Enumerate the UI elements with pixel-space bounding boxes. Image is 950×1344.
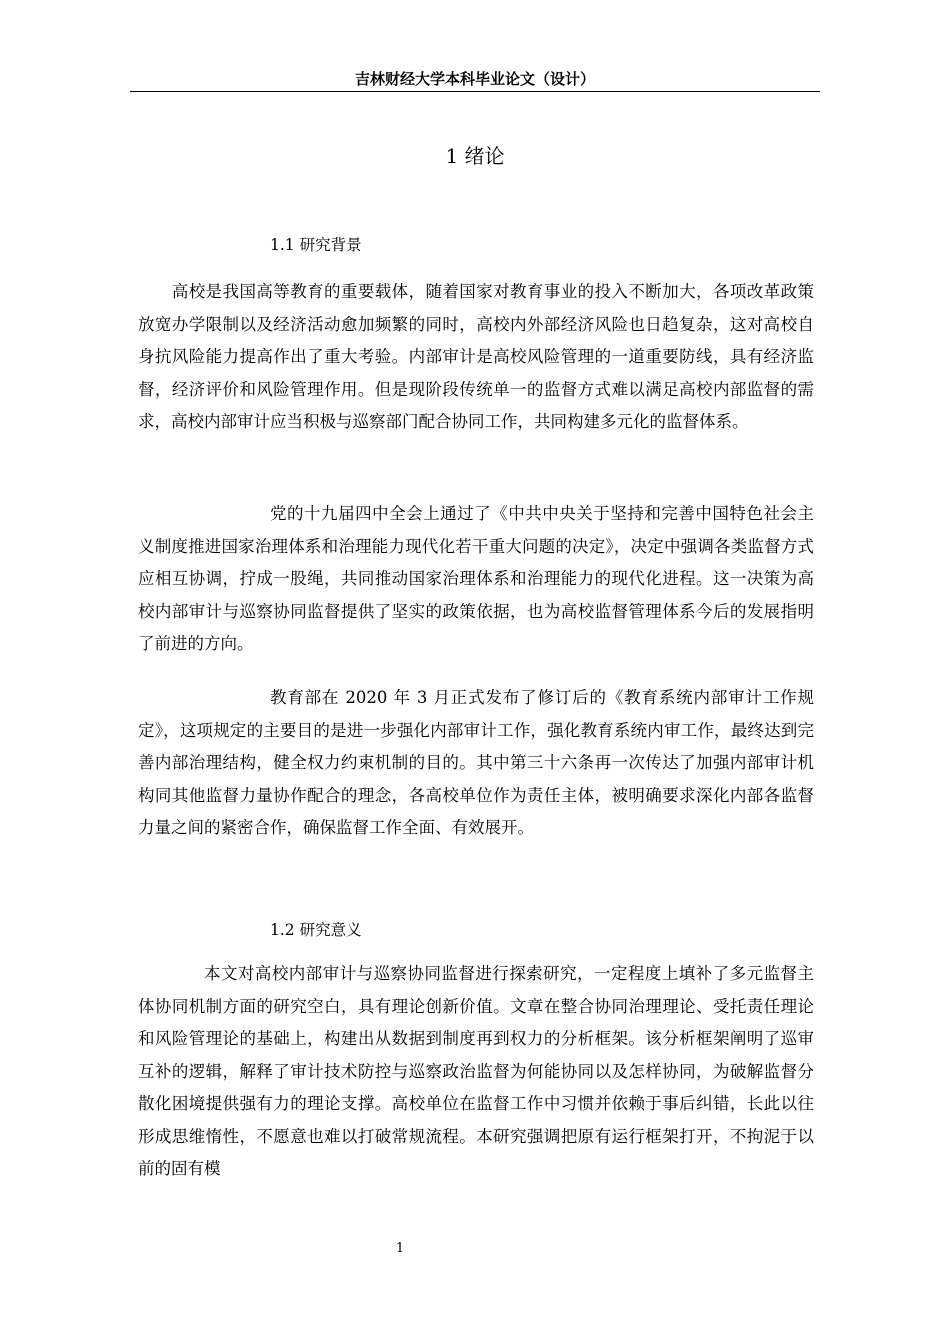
header-divider (130, 91, 820, 92)
chapter-title: 1 绪论 (445, 144, 505, 168)
paragraph: 教育部在 2020 年 3 月正式发布了修订后的《教育系统内部审计工作规定》，这项规定的主要目的是进一步强化内部审计工作，强化教育系统内审工作，最终达到完善内部治理结构，健全权力约束机制的目的。其中第三十六条再一次传达了加强内部审计机构同其他监督力量协作配合的理念，各高校单位作为责任主体，被明确要求深化内部各监督力量之间的紧密合作，确保监督工作全面、有效展开。 (138, 688, 814, 837)
page-header-title: 吉林财经大学本科毕业论文（设计） (354, 70, 595, 88)
paragraph: 本文对高校内部审计与巡察协同监督进行探索研究，一定程度上填补了多元监督主体协同机制方面的研究空白，具有理论创新价值。文章在整合协同治理理论、受托责任理论和风险管理论的基础上，构建出从数据到制度再到权力的分析框架。该分析框架阐明了巡审互补的逻辑，解释了审计技术防控与巡察政治监督为何能协同以及怎样协同，为破解监督分散化困境提供强有力的理论支撑。高校单位在监督工作中习惯并依赖于事后纠错，长此以往形成思维惰性，不愿意也难以打破常规流程。本研究强调把原有运行框架打开，不拘泥于以前的固有模 (138, 964, 814, 1178)
page-number: 1 (395, 1241, 405, 1256)
paragraph: 党的十九届四中全会上通过了《中共中央关于坚持和完善中国特色社会主义制度推进国家治理体系和治理能力现代化若干重大问题的决定》，决定中强调各类监督方式应相互协调，拧成一股绳，共同推动国家治理体系和治理能力的现代化进程。这一决策为高校内部审计与巡察协同监督提供了坚实的政策依据，也为高校监督管理体系今后的发展指明了前进的方向。 (138, 504, 814, 653)
section-title-background: 1.1 研究背景 (270, 236, 362, 254)
section-title-significance: 1.2 研究意义 (270, 921, 362, 939)
paragraph: 高校是我国高等教育的重要载体，随着国家对教育事业的投入不断加大，各项改革政策放宽办学限制以及经济活动愈加频繁的同时，高校内外部经济风险也日趋复杂，这对高校自身抗风险能力提高作出了重大考验。内部审计是高校风险管理的一道重要防线，具有经济监督，经济评价和风险管理作用。但是现阶段传统单一的监督方式难以满足高校内部监督的需求，高校内部审计应当积极与巡察部门配合协同工作，共同构建多元化的监督体系。 (138, 282, 814, 431)
